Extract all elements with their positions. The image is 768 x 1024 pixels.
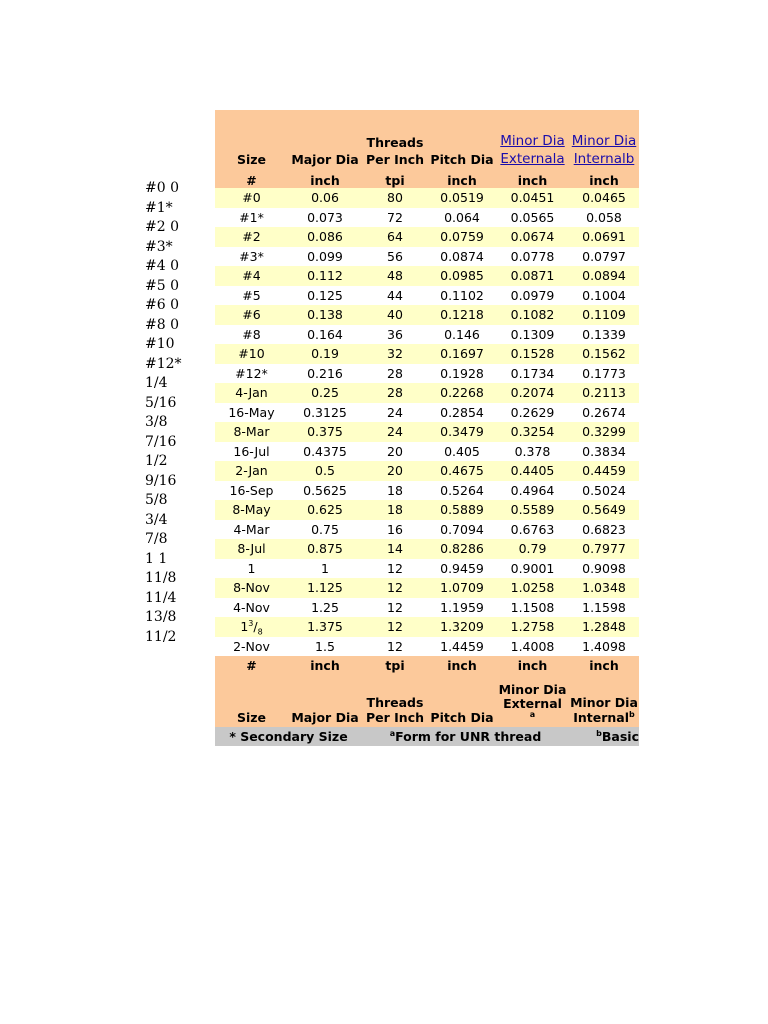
cell-tpi: 12 [362, 637, 428, 657]
cell-size: 1 [215, 559, 288, 579]
cell-int: 0.058 [569, 208, 639, 228]
cell-int: 0.0797 [569, 247, 639, 267]
cell-major: 0.875 [288, 539, 362, 559]
cell-major: 0.112 [288, 266, 362, 286]
cell-tpi: 12 [362, 598, 428, 618]
cell-pitch: 1.0709 [428, 578, 496, 598]
cell-ext: 0.0871 [496, 266, 569, 286]
cell-pitch: 0.1218 [428, 305, 496, 325]
note-basic-text: Basic [601, 729, 639, 744]
cell-pitch: 0.4675 [428, 461, 496, 481]
cell-int: 1.1598 [569, 598, 639, 618]
cell-pitch: 1.3209 [428, 617, 496, 637]
note-unr-form [362, 727, 569, 746]
cell-ext: 1.1508 [496, 598, 569, 618]
cell-int: 0.1773 [569, 364, 639, 384]
cell-major: 0.086 [288, 227, 362, 247]
cell-int: 0.1562 [569, 344, 639, 364]
external-a-link[interactable]: Externala [500, 151, 565, 167]
cell-tpi: 32 [362, 344, 428, 364]
cell-ext: 0.1528 [496, 344, 569, 364]
cell-size[interactable] [215, 247, 288, 267]
cell-tpi: 72 [362, 208, 428, 228]
cell-major: 0.25 [288, 383, 362, 403]
table-row [215, 559, 639, 579]
cell-major: 0.375 [288, 422, 362, 442]
cell-tpi: 24 [362, 403, 428, 423]
table-row [215, 539, 639, 559]
cell-ext: 0.1309 [496, 325, 569, 345]
header-pitch-dia: Pitch Dia [430, 152, 494, 167]
footer-label-major: Major Dia [291, 710, 359, 725]
cell-pitch: 0.1928 [428, 364, 496, 384]
cell-int: 0.2674 [569, 403, 639, 423]
cell-major: 0.164 [288, 325, 362, 345]
row-label: #1* [145, 199, 173, 216]
cell-pitch: 0.7094 [428, 520, 496, 540]
size-link[interactable]: #1* [239, 209, 264, 225]
cell-pitch: 0.1102 [428, 286, 496, 306]
cell-major: 1.25 [288, 598, 362, 618]
header-minor-internal[interactable] [569, 110, 639, 168]
footer-int-sup: b [629, 709, 635, 719]
row-label: #5 0 [145, 277, 179, 294]
cell-tpi: 20 [362, 461, 428, 481]
cell-int: 1.0348 [569, 578, 639, 598]
footer-int-line2: Internal [573, 710, 630, 725]
cell-int: 0.1339 [569, 325, 639, 345]
note-basic-sup: b [596, 728, 602, 738]
note-form-text: Form for UNR thread [395, 729, 542, 744]
cell-size: 8-Mar [215, 422, 288, 442]
footer-unit-tpi: tpi [385, 658, 405, 673]
cell-major: 0.4375 [288, 442, 362, 462]
row-label: 1 1 [145, 550, 168, 567]
size-link[interactable]: #3* [239, 248, 264, 264]
cell-size[interactable] [215, 208, 288, 228]
cell-tpi: 48 [362, 266, 428, 286]
cell-int: 0.2113 [569, 383, 639, 403]
footer-ext-line2: External [503, 696, 562, 711]
cell-pitch: 1.4459 [428, 637, 496, 657]
cell-pitch: 0.2854 [428, 403, 496, 423]
footer-ext-line1: Minor Dia [498, 682, 567, 697]
cell-size: 4-Mar [215, 520, 288, 540]
cell-pitch: 0.0759 [428, 227, 496, 247]
header-size: Size [236, 152, 267, 167]
cell-major: 0.3125 [288, 403, 362, 423]
cell-int: 0.1004 [569, 286, 639, 306]
header-ext-unit: inch [517, 173, 548, 188]
row-label: 11/2 [145, 628, 177, 645]
cell-int: 0.6823 [569, 520, 639, 540]
cell-size: #10 [215, 344, 288, 364]
cell-tpi: 12 [362, 617, 428, 637]
row-label: 11/4 [145, 589, 177, 606]
footer-ext-sup: a [529, 709, 536, 719]
cell-int: 0.1109 [569, 305, 639, 325]
cell-tpi: 28 [362, 383, 428, 403]
footer-unit-major: inch [310, 658, 340, 673]
row-label: #0 0 [145, 180, 179, 196]
cell-size: 4-Nov [215, 598, 288, 618]
cell-size: 8-Jul [215, 539, 288, 559]
cell-ext: 0.5589 [496, 500, 569, 520]
cell-int: 0.9098 [569, 559, 639, 579]
footer-label-ext [496, 676, 569, 727]
footer-tpi-line2: Per Inch [365, 710, 424, 725]
header-major-unit: inch [310, 173, 340, 188]
cell-major: 0.5625 [288, 481, 362, 501]
cell-pitch: 0.3479 [428, 422, 496, 442]
cell-pitch: 0.5264 [428, 481, 496, 501]
cell-major: 0.625 [288, 500, 362, 520]
footer-label-tpi [362, 676, 428, 727]
footer-unit-int: inch [589, 658, 619, 673]
cell-pitch: 0.0874 [428, 247, 496, 267]
table-row [215, 442, 639, 462]
footer-label-int [569, 676, 639, 727]
cell-size: #4 [215, 266, 288, 286]
row-label: #12* [145, 355, 182, 372]
cell-tpi: 20 [362, 442, 428, 462]
cell-size: 16-Jul [215, 442, 288, 462]
cell-size: 2-Nov [215, 637, 288, 657]
table-row [215, 247, 639, 267]
cell-ext: 0.2074 [496, 383, 569, 403]
header-row-units [215, 168, 639, 188]
table-row [215, 286, 639, 306]
header-tpi: Threads Per Inch [365, 135, 424, 167]
row-labels-column [145, 179, 215, 647]
row-label: 9/16 [145, 472, 177, 489]
footer-row-labels [215, 676, 639, 727]
table-row [215, 500, 639, 520]
cell-ext: 0.1734 [496, 364, 569, 384]
footer-int-line1: Minor Dia [570, 695, 638, 710]
cell-int: 1.4098 [569, 637, 639, 657]
cell-size: #6 [215, 305, 288, 325]
header-row-titles [215, 110, 639, 168]
table-row [215, 403, 639, 423]
note-row [215, 727, 639, 746]
cell-size: #5 [215, 286, 288, 306]
cell-int: 0.5024 [569, 481, 639, 501]
size-link[interactable]: #12* [235, 365, 268, 381]
cell-tpi: 36 [362, 325, 428, 345]
cell-ext: 0.0778 [496, 247, 569, 267]
table-row [215, 578, 639, 598]
header-major-dia: Major Dia [291, 152, 359, 167]
cell-tpi: 14 [362, 539, 428, 559]
table-row [215, 598, 639, 618]
row-label: 3/8 [145, 414, 168, 430]
cell-tpi: 24 [362, 422, 428, 442]
cell-size: 8-May [215, 500, 288, 520]
row-label: 7/16 [145, 433, 177, 450]
cell-size: 16-May [215, 403, 288, 423]
cell-ext: 1.0258 [496, 578, 569, 598]
row-label: #2 0 [145, 219, 179, 235]
cell-size: #8 [215, 325, 288, 345]
cell-ext: 1.2758 [496, 617, 569, 637]
row-label: 5/16 [145, 394, 177, 411]
cell-major: 0.216 [288, 364, 362, 384]
row-label: 13/8 [145, 609, 177, 625]
cell-ext: 0.0979 [496, 286, 569, 306]
cell-size: 16-Sep [215, 481, 288, 501]
table-row [215, 637, 639, 657]
cell-size: 4-Jan [215, 383, 288, 403]
cell-ext: 0.2629 [496, 403, 569, 423]
row-label: 3/4 [145, 511, 168, 528]
cell-tpi: 16 [362, 520, 428, 540]
cell-ext: 0.378 [496, 442, 569, 462]
table-row [215, 481, 639, 501]
table-row [215, 383, 639, 403]
footer-unit-ext: inch [517, 658, 548, 673]
table-row [215, 617, 639, 637]
note-form-sup: a [389, 728, 396, 738]
footer-label-pitch: Pitch Dia [430, 710, 494, 725]
header-size-unit: # [246, 173, 257, 188]
cell-ext: 1.4008 [496, 637, 569, 657]
row-label: #4 0 [145, 258, 179, 274]
row-label: 1/4 [145, 375, 168, 391]
table-row [215, 461, 639, 481]
cell-tpi: 56 [362, 247, 428, 267]
footer-unit-pitch: inch [447, 658, 477, 673]
cell-pitch: 0.146 [428, 325, 496, 345]
row-label: 1/2 [145, 453, 168, 469]
cell-major: 0.099 [288, 247, 362, 267]
row-label: #8 0 [145, 316, 179, 333]
cell-pitch: 0.064 [428, 208, 496, 228]
cell-major: 0.06 [288, 188, 362, 208]
header-pitch-unit: inch [447, 173, 477, 188]
footer-unit-size: # [246, 658, 257, 673]
table-row [215, 325, 639, 345]
footer-row-units [215, 656, 639, 676]
cell-ext: 0.0451 [496, 188, 569, 208]
cell-size: #2 [215, 227, 288, 247]
cell-major: 0.19 [288, 344, 362, 364]
cell-pitch: 0.2268 [428, 383, 496, 403]
cell-major: 1.5 [288, 637, 362, 657]
note-basic [569, 727, 639, 746]
cell-tpi: 18 [362, 481, 428, 501]
cell-int: 0.3299 [569, 422, 639, 442]
cell-tpi: 44 [362, 286, 428, 306]
row-label: #10 [145, 336, 175, 352]
cell-int: 0.7977 [569, 539, 639, 559]
table-row [215, 188, 639, 208]
table-row [215, 364, 639, 384]
cell-ext: 0.4405 [496, 461, 569, 481]
cell-int: 0.5649 [569, 500, 639, 520]
row-label: #3* [145, 238, 173, 255]
cell-pitch: 1.1959 [428, 598, 496, 618]
row-label: #6 0 [145, 297, 179, 313]
cell-major: 1.125 [288, 578, 362, 598]
cell-ext: 0.79 [496, 539, 569, 559]
cell-ext: 0.3254 [496, 422, 569, 442]
cell-major: 0.073 [288, 208, 362, 228]
table-row [215, 422, 639, 442]
header-minor-external[interactable] [496, 110, 569, 168]
minor-internal-link[interactable]: Minor Dia [571, 133, 637, 149]
cell-pitch: 0.0985 [428, 266, 496, 286]
cell-int: 0.0465 [569, 188, 639, 208]
cell-ext: 0.9001 [496, 559, 569, 579]
table-row [215, 344, 639, 364]
cell-size: 2-Jan [215, 461, 288, 481]
cell-pitch: 0.5889 [428, 500, 496, 520]
row-label: 7/8 [145, 531, 168, 547]
cell-int: 1.2848 [569, 617, 639, 637]
cell-ext: 0.4964 [496, 481, 569, 501]
minor-external-link[interactable]: Minor Dia [500, 133, 565, 149]
note-secondary-size: * Secondary Size [215, 727, 362, 746]
cell-pitch: 0.405 [428, 442, 496, 462]
cell-pitch: 0.9459 [428, 559, 496, 579]
cell-tpi: 12 [362, 559, 428, 579]
cell-ext: 0.6763 [496, 520, 569, 540]
thread-table [215, 110, 639, 746]
header-tpi-unit: tpi [385, 173, 405, 188]
cell-pitch: 0.0519 [428, 188, 496, 208]
cell-size[interactable] [215, 364, 288, 384]
cell-int: 0.4459 [569, 461, 639, 481]
cell-pitch: 0.8286 [428, 539, 496, 559]
cell-size: #0 [215, 188, 288, 208]
table-row [215, 227, 639, 247]
internal-b-link[interactable]: Internalb [573, 151, 635, 167]
cell-major: 0.125 [288, 286, 362, 306]
cell-tpi: 12 [362, 578, 428, 598]
table-row [215, 208, 639, 228]
cell-tpi: 18 [362, 500, 428, 520]
cell-tpi: 64 [362, 227, 428, 247]
cell-major: 0.75 [288, 520, 362, 540]
cell-major: 1.375 [288, 617, 362, 637]
footer-tpi-line1: Threads [366, 695, 424, 710]
cell-size: 8-Nov [215, 578, 288, 598]
cell-major: 0.138 [288, 305, 362, 325]
table-row [215, 520, 639, 540]
cell-ext: 0.0565 [496, 208, 569, 228]
cell-size-fraction: $1^3/_8$ [215, 617, 288, 637]
cell-pitch: 0.1697 [428, 344, 496, 364]
table-row [215, 305, 639, 325]
cell-ext: 0.0674 [496, 227, 569, 247]
cell-int: 0.0894 [569, 266, 639, 286]
cell-int: 0.0691 [569, 227, 639, 247]
row-label: 5/8 [145, 492, 168, 508]
table-row [215, 266, 639, 286]
cell-ext: 0.1082 [496, 305, 569, 325]
row-label: 11/8 [145, 570, 177, 586]
header-int-unit: inch [589, 173, 619, 188]
footer-label-size: Size [236, 710, 267, 725]
cell-tpi: 40 [362, 305, 428, 325]
cell-major: 0.5 [288, 461, 362, 481]
cell-major: 1 [288, 559, 362, 579]
cell-int: 0.3834 [569, 442, 639, 462]
cell-tpi: 80 [362, 188, 428, 208]
cell-tpi: 28 [362, 364, 428, 384]
